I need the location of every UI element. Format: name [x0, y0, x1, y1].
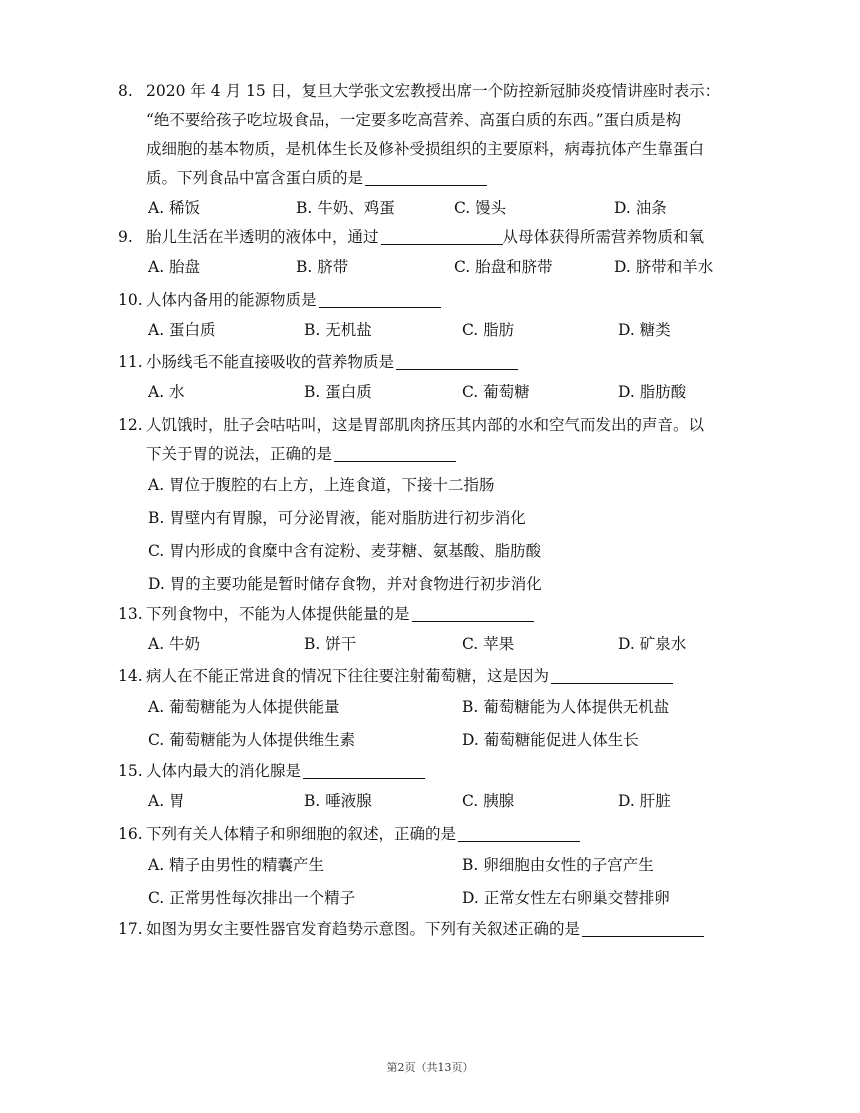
option-b[interactable]: B. 胃壁内有胃腺，可分泌胃液，能对脂肪进行初步消化	[148, 509, 526, 527]
question-8	[118, 77, 768, 224]
answer-blank[interactable]	[458, 825, 580, 842]
options-row	[118, 629, 768, 660]
option-d[interactable]: D. 油条	[614, 199, 667, 217]
option-a[interactable]: A. 葡萄糖能为人体提供能量	[148, 698, 340, 716]
question-number: 17.	[118, 920, 143, 938]
option-b[interactable]: B. 卵细胞由女性的子宫产生	[462, 856, 654, 874]
question-stem: 从母体获得所需营养物质和氧	[502, 228, 705, 246]
answer-blank[interactable]	[319, 291, 441, 308]
option-b[interactable]: B. 牛奶、鸡蛋	[296, 199, 395, 217]
option-d[interactable]: D. 脐带和羊水	[614, 258, 714, 276]
question-stem-line: 质。下列食品中富含蛋白质的是	[146, 169, 364, 187]
question-number: 15.	[118, 762, 143, 780]
options-row	[118, 691, 768, 724]
option-a[interactable]: A. 胃位于腹腔的右上方，上连食道，下接十二指肠	[148, 476, 495, 494]
option-d[interactable]: D. 矿泉水	[618, 635, 687, 653]
option-c[interactable]: C. 胃内形成的食糜中含有淀粉、麦芽糖、氨基酸、脂肪酸	[148, 542, 542, 560]
option-c[interactable]: C. 苹果	[462, 635, 515, 653]
options-row	[118, 193, 768, 224]
answer-blank[interactable]	[396, 353, 518, 370]
answer-blank[interactable]	[412, 605, 534, 622]
options-row	[118, 849, 768, 882]
question-number: 14.	[118, 667, 143, 685]
option-c[interactable]: C. 胎盘和脐带	[454, 258, 553, 276]
question-number: 16.	[118, 825, 143, 843]
question-number: 11.	[118, 353, 143, 371]
option-c[interactable]: C. 葡萄糖能为人体提供维生素	[148, 731, 356, 749]
question-number: 10.	[118, 291, 143, 309]
question-stem-line: 下关于胃的说法，正确的是	[146, 445, 333, 463]
question-11	[118, 348, 768, 408]
question-stem: 如图为男女主要性器官发育趋势示意图。下列有关叙述正确的是	[146, 920, 581, 938]
question-stem-line: 2020 年 4 月 15 日，复旦大学张文宏教授出席一个防控新冠肺炎疫情讲座时表示：	[146, 82, 721, 100]
question-stem: 人体内备用的能源物质是	[146, 291, 317, 309]
question-10	[118, 286, 768, 346]
option-a[interactable]: A. 胎盘	[148, 258, 201, 276]
option-c[interactable]: C. 脂肪	[462, 321, 515, 339]
options-row	[118, 315, 768, 346]
option-c[interactable]: C. 胰腺	[462, 792, 515, 810]
question-15	[118, 757, 768, 817]
option-a[interactable]: A. 水	[148, 383, 185, 401]
question-stem: 小肠线毛不能直接吸收的营养物质是	[146, 353, 395, 371]
options-row	[118, 882, 768, 915]
option-b[interactable]: B. 饼干	[304, 635, 357, 653]
question-13	[118, 600, 768, 660]
options-row	[118, 724, 768, 757]
option-b[interactable]: B. 无机盐	[304, 321, 372, 339]
option-d[interactable]: D. 肝脏	[618, 792, 671, 810]
question-stem: 病人在不能正常进食的情况下往往要注射葡萄糖，这是因为	[146, 667, 550, 685]
question-stem-line: 成细胞的基本物质，是机体生长及修补受损组织的主要原料，病毒抗体产生靠蛋白	[146, 140, 705, 158]
question-stem-line: “绝不要给孩子吃垃圾食品，一定要多吃高营养、高蛋白质的东西。”蛋白质是构	[146, 111, 682, 129]
option-d[interactable]: D. 糖类	[618, 321, 671, 339]
option-d[interactable]: D. 脂肪酸	[618, 383, 687, 401]
option-a[interactable]: A. 蛋白质	[148, 321, 216, 339]
question-number: 8.	[118, 82, 133, 100]
answer-blank[interactable]	[365, 169, 487, 186]
options-row	[118, 377, 768, 408]
option-b[interactable]: B. 葡萄糖能为人体提供无机盐	[462, 698, 670, 716]
answer-blank[interactable]	[582, 920, 704, 937]
question-stem-line: 人饥饿时，肚子会咕咕叫，这是胃部肌肉挤压其内部的水和空气而发出的声音。以	[146, 416, 705, 434]
question-stem: 下列有关人体精子和卵细胞的叙述，正确的是	[146, 825, 457, 843]
option-a[interactable]: A. 胃	[148, 792, 185, 810]
options-row	[118, 786, 768, 817]
question-16	[118, 820, 768, 915]
option-c[interactable]: C. 正常男性每次排出一个精子	[148, 889, 356, 907]
answer-blank[interactable]	[334, 445, 456, 462]
answer-blank[interactable]	[381, 228, 503, 245]
question-12	[118, 411, 768, 601]
question-stem: 下列食物中，不能为人体提供能量的是	[146, 605, 410, 623]
option-a[interactable]: A. 牛奶	[148, 635, 201, 653]
question-stem: 人体内最大的消化腺是	[146, 762, 302, 780]
option-d[interactable]: D. 胃的主要功能是暂时储存食物，并对食物进行初步消化	[148, 575, 542, 593]
question-17	[118, 915, 768, 944]
option-d[interactable]: D. 葡萄糖能促进人体生长	[462, 731, 639, 749]
page-footer: 第2页（共13页）	[386, 1061, 474, 1074]
option-a[interactable]: A. 稀饭	[148, 199, 201, 217]
question-number: 12.	[118, 416, 143, 434]
answer-blank[interactable]	[303, 762, 425, 779]
question-number: 9.	[118, 228, 133, 246]
options-row	[118, 252, 768, 283]
question-14	[118, 662, 768, 757]
question-stem: 胎儿生活在半透明的液体中，通过	[146, 228, 379, 246]
option-c[interactable]: C. 馒头	[454, 199, 507, 217]
question-number: 13.	[118, 605, 143, 623]
question-9	[118, 223, 768, 283]
answer-blank[interactable]	[551, 667, 673, 684]
option-b[interactable]: B. 唾液腺	[304, 792, 372, 810]
option-b[interactable]: B. 蛋白质	[304, 383, 372, 401]
option-d[interactable]: D. 正常女性左右卵巢交替排卵	[462, 889, 670, 907]
option-c[interactable]: C. 葡萄糖	[462, 383, 530, 401]
option-a[interactable]: A. 精子由男性的精囊产生	[148, 856, 325, 874]
option-b[interactable]: B. 脐带	[296, 258, 349, 276]
